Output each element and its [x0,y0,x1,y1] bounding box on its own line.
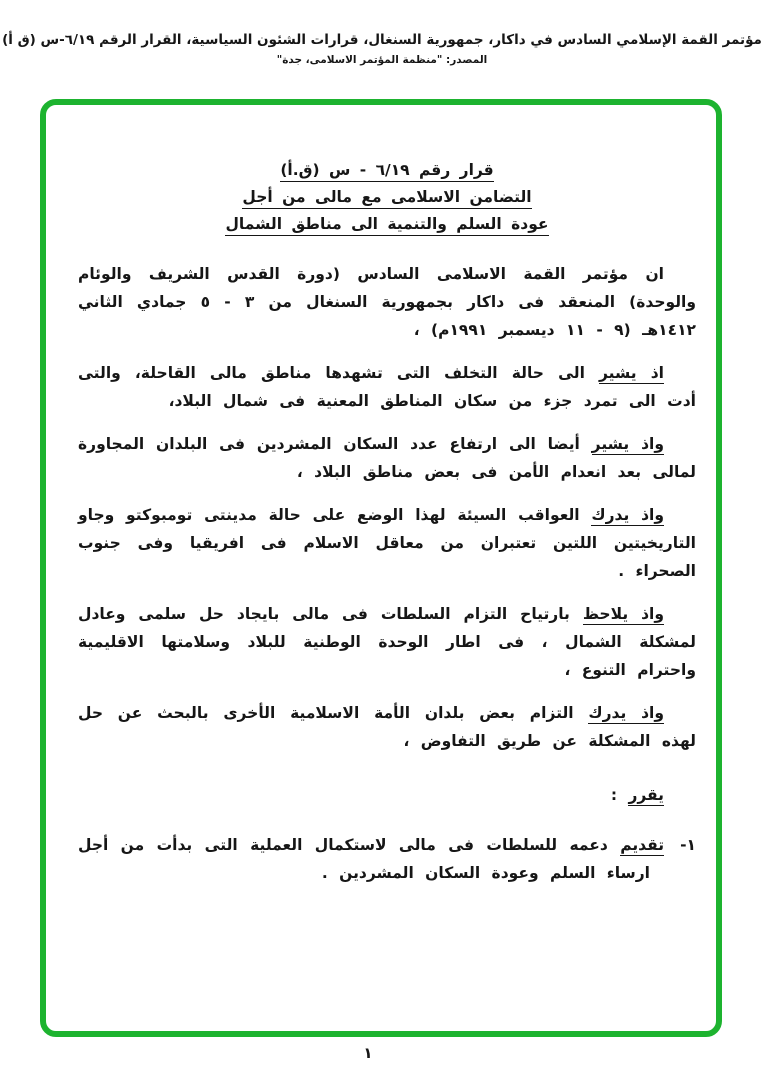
header-citation: مؤتمر القمة الإسلامي السادس في داكار، جمهورية السنغال، قرارات الشئون السياسية، القرار الرقم ٦/١٩-س (ق أ) [2,32,762,48]
recital-text-4: بارتياح التزام السلطات فى مالى بايجاد حل سلمى وعادل لمشكلة الشمال ، فى اطار الوحدة الوطنية للبلاد وسلامتها الاقليمية واحترام التنوع ، [78,605,696,679]
recital-lead-5: واذ يدرك [588,704,664,722]
recital-text-1: الى حالة التخلف التى تشهدها مناطق مالى القاحلة، والتى أدت الى تمرد جزء من سكان المناطق المعنية فى شمال البلاد، [78,364,696,410]
resolution-subject-line-1 [78,184,696,211]
recital-paragraph-5 [78,699,696,755]
decides-colon: : [610,786,629,804]
decides-label: يقرر [628,786,664,804]
green-border-frame [40,99,722,1037]
decision-item-1 [78,831,696,887]
recital-lead-1: اذ يشير [599,364,664,382]
decision-item-lead: تقديم [620,836,665,854]
recital-paragraph-3 [78,501,696,585]
recital-lead-4: واذ يلاحظ [582,605,664,623]
resolution-title [78,157,696,238]
source-citation: المصدر: "منظمة المؤتمر الاسلامى، جدة" [276,54,488,66]
recital-paragraph-4 [78,600,696,684]
recital-paragraph-2 [78,430,696,486]
recital-lead-2: واذ يشير [591,435,664,453]
decides-heading [78,781,696,809]
decision-item-text: دعمه للسلطات فى مالى لاستكمال العملية التى بدأت من أجل ارساء السلم وعودة السكان المشردين . [78,836,650,882]
resolution-number-line [78,157,696,184]
decision-item-number: ١- [680,836,696,854]
document-header [0,32,764,66]
recital-text-5: التزام بعض بلدان الأمة الاسلامية الأخرى بالبحث عن حل لهذه المشكلة عن طريق التفاوض ، [78,704,696,750]
recital-lead-3: واذ يدرك [591,506,664,524]
resolution-number-text: قرار رقم ٦/١٩ - س (ق.أ) [280,161,493,182]
resolution-subject-text-1: التضامن الاسلامى مع مالى من أجل [242,188,531,209]
recital-text-2: أيضا الى ارتفاع عدد السكان المشردين فى البلدان المجاورة لمالى بعد انعدام الأمن فى بعض مناطق البلاد ، [78,435,696,481]
recital-paragraph-1 [78,359,696,415]
resolution-subject-text-2: عودة السلم والتنمية الى مناطق الشمال [225,215,548,236]
page-number: ١ [363,1044,373,1062]
intro-paragraph: ان مؤتمر القمة الاسلامى السادس (دورة القدس الشريف والوئام والوحدة) المنعقد فى داكار بجمهورية السنغال من ٣ - ٥ جمادي الثاني ١٤١٢هـ (٩ - ١١ ديسمبر ١٩٩١م) ، [78,265,696,339]
resolution-subject-line-2 [78,211,696,238]
recital-text-3: العواقب السيئة لهذا الوضع على حالة مدينتى تومبوكتو وجاو التاريخيتين اللتين تعتبران من معاقل الاسلام فى افريقيا وفى جنوب الصحراء . [78,506,696,580]
